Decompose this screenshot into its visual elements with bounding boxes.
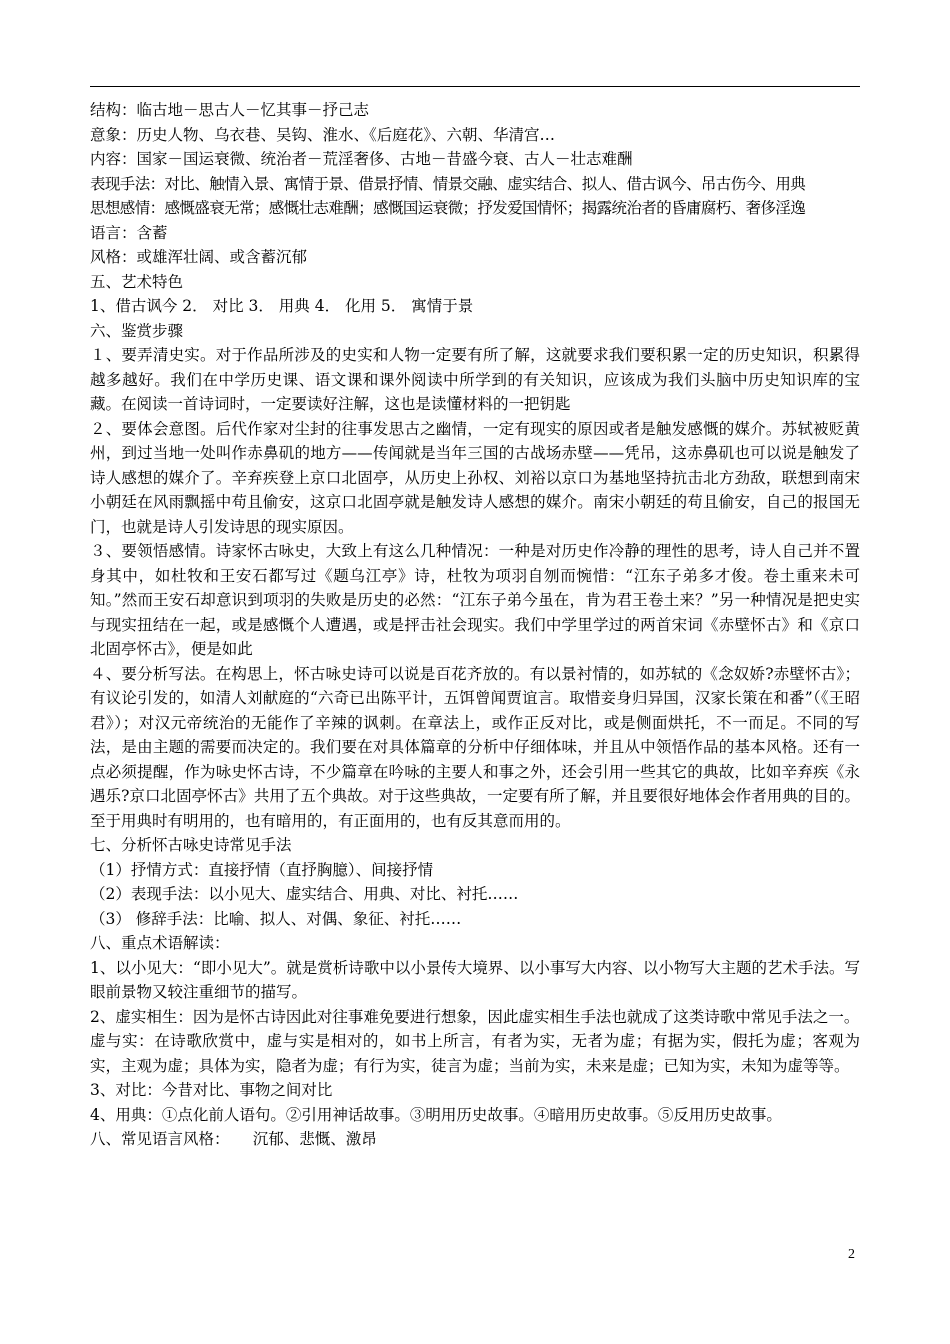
step-3-paragraph: ３、要领悟感情。诗家怀古咏史，大致上有这么几种情况：一种是对历史作冷静的理性的思考，诗人自己并不置身其中，如杜牧和王安石都写过《题乌江亭》诗，杜牧为项羽自刎而惋惜：“江东子弟多才俊。卷土重来未可知。”然而王安石却意识到项羽的失败是历史的必然：“江东子弟今虽在，肯为君王卷土来？”另一种情况是把史实与现实扭结在一起，或是感慨个人遭遇，或是抨击社会现实。我们中学里学过的两首宋词《赤壁怀古》和《京口北固亭怀古》，便是如此: [90, 542, 860, 658]
section-heading-8: 八、重点术语解读：: [90, 934, 230, 952]
section-heading-6: 六、鉴赏步骤: [90, 321, 184, 340]
language-styles-line: 八、常见语言风格： 沉郁、悲慨、激昂: [90, 1130, 377, 1148]
header-rule: [90, 86, 860, 87]
style-line: 风格：或雄浑壮阔、或含蓄沉郁: [90, 248, 308, 266]
section-heading-7: 七、分析怀古咏史诗常见手法: [90, 836, 292, 854]
content-line: 内容：国家－国运衰微、统治者－荒淫奢侈、古地－昔盛今衰、古人－壮志难酬: [90, 150, 633, 168]
section-heading-5: 五、艺术特色: [90, 272, 184, 291]
method-1-line: （1）抒情方式：直接抒情（直抒胸臆）、间接抒情: [90, 860, 434, 879]
art-features-line: 1、借古讽今 2． 对比 3． 用典 4． 化用 5． 寓情于景: [90, 297, 474, 315]
term-2-paragraph: 2、虚实相生：因为是怀古诗因此对往事难免要进行想象，因此虚实相生手法也就成了这类诗歌中常见手法之一。: [90, 1007, 860, 1026]
emotions-line: 思想感情：感慨盛衰无常；感慨壮志难酬；感慨国运衰微；抒发爱国情怀；揭露统治者的昏庸腐朽、奢侈淫逸: [90, 199, 806, 217]
page-number: 2: [848, 1247, 855, 1262]
method-3-line: （3） 修辞手法：比喻、拟人、对偶、象征、衬托……: [90, 909, 462, 928]
document-body: [90, 98, 860, 1152]
virtual-real-paragraph: 虚与实：在诗歌欣赏中，虚与实是相对的，如书上所言，有者为实，无者为虚；有据为实，假托为虚；客观为实，主观为虚；具体为实，隐者为虚；有行为实，徒言为虚；当前为实，未来是虚；已知为实，未知为虚等等。: [90, 1032, 860, 1075]
techniques-line: 表现手法：对比、触情入景、寓情于景、借景抒情、情景交融、虚实结合、拟人、借古讽今、吊古伤今、用典: [90, 174, 806, 193]
term-4-line: 4、用典：①点化前人语句。②引用神话故事。③明用历史故事。④暗用历史故事。⑤反用历史故事。: [90, 1105, 782, 1124]
language-line: 语言：含蓄: [90, 223, 168, 242]
method-2-line: （2）表现手法：以小见大、虚实结合、用典、对比、衬托……: [90, 885, 519, 903]
term-3-line: 3、对比：今昔对比、事物之间对比: [90, 1081, 333, 1099]
imagery-line: 意象：历史人物、乌衣巷、吴钩、淮水、《后庭花》、六朝、华清宫…: [90, 125, 556, 144]
step-2-paragraph: ２、要体会意图。后代作家对尘封的往事发思古之幽情，一定有现实的原因或者是触发感慨的媒介。苏轼被贬黄州，到过当地一处叫作赤鼻矶的地方——传闻就是当年三国的古战场赤壁——凭吊，这赤鼻矶也可以说是触发了诗人感想的媒介了。辛弃疾登上京口北固亭，从历史上孙权、刘裕以京口为基地坚持抗击北方劲敌，联想到南宋小朝廷在风雨飘摇中苟且偷安，这京口北固亭就是触发诗人感想的媒介。南宋小朝廷的苟且偷安，自己的报国无门，也就是诗人引发诗思的现实原因。: [90, 419, 860, 536]
step-4-paragraph: ４、要分析写法。在构思上，怀古咏史诗可以说是百花齐放的。有以景衬情的，如苏轼的《念奴娇?赤壁怀古》；有议论引发的，如清人刘献庭的“六奇已出陈平计，五饵曾闻贾谊言。取惜妾身归异国，汉家长策在和番”（《王昭君》）；对汉元帝统治的无能作了辛辣的讽刺。在章法上，或作正反对比，或是侧面烘托，不一而足。不同的写法，是由主题的需要而决定的。我们要在对具体篇章的分析中仔细体味，并且从中领悟作品的基本风格。还有一点必须提醒，作为咏史怀古诗，不少篇章在吟咏的主要人和事之外，还会引用一些其它的典故，比如辛弃疾《永遇乐?京口北固亭怀古》共用了五个典故。对于这些典故，一定要有所了解，并且要很好地体会作者用典的目的。至于用典时有明用的，也有暗用的，有正面用的，也有反其意而用的。: [90, 664, 860, 830]
structure-line: 结构：临古地－思古人－忆其事－抒己志: [90, 101, 370, 119]
step-1-paragraph: １、要弄清史实。对于作品所涉及的史实和人物一定要有所了解，这就要求我们要积累一定的历史知识，积累得越多越好。我们在中学历史课、语文课和课外阅读中所学到的有关知识，应该成为我们头脑中历史知识库的宝藏。在阅读一首诗词时，一定要读好注解，这也是读懂材料的一把钥匙: [90, 346, 860, 413]
term-1-paragraph: 1、以小见大：“即小见大”。就是赏析诗歌中以小景传大境界、以小事写大内容、以小物写大主题的艺术手法。写眼前景物又较注重细节的描写。: [90, 958, 860, 1001]
